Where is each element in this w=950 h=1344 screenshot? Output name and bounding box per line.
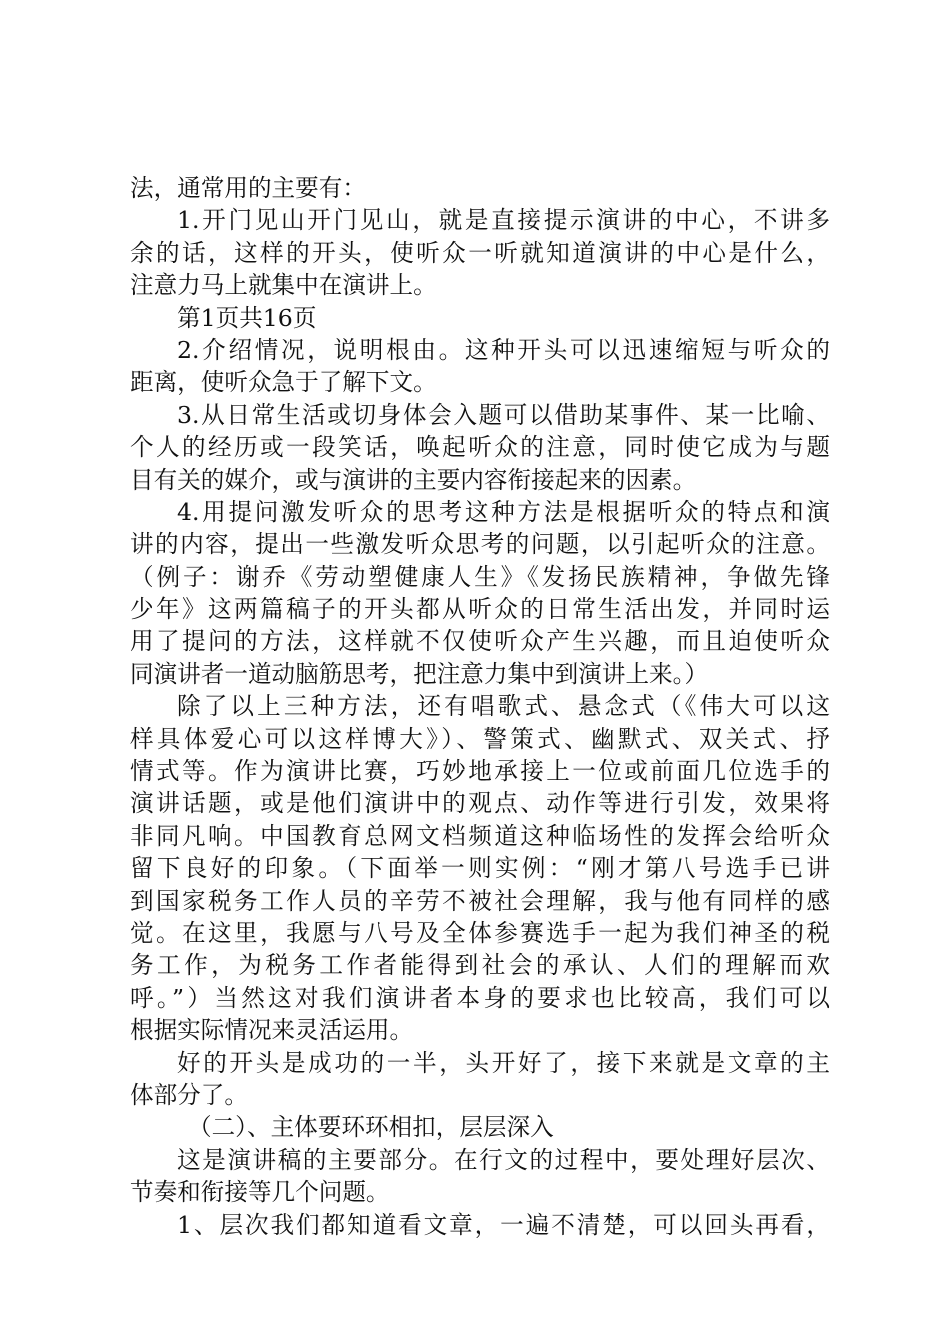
text-line: 讲的内容，提出一些激发听众思考的问题，以引起听众的注意。 (130, 530, 830, 559)
text-line: 体部分了。 (130, 1080, 248, 1109)
text-line: 根据实际情况来灵活运用。 (130, 1016, 414, 1045)
text-line: 务工作，为税务工作者能得到社会的承认、人们的理解而欢 (130, 951, 830, 980)
text-line: 个人的经历或一段笑话，唤起听众的注意，同时使它成为与题 (130, 433, 830, 462)
text-line: 演讲话题，或是他们演讲中的观点、动作等进行引发，效果将 (130, 789, 830, 818)
text-line: 样具体爱心可以这样博大》）、警策式、幽默式、双关式、抒 (130, 724, 830, 753)
text-line: 距离，使听众急于了解下文。 (130, 368, 437, 397)
text-line: 用了提问的方法，这样就不仅使听众产生兴趣，而且迫使听众 (130, 627, 830, 656)
text-line: 3.从日常生活或切身体会入题可以借助某事件、某一比喻、 (177, 400, 830, 429)
text-line: 法，通常用的主要有： (130, 174, 366, 202)
text-line: 2.介绍情况，说明根由。这种开头可以迅速缩短与听众的 (177, 335, 830, 364)
text-line: 非同凡响。中国教育总网文档频道这种临场性的发挥会给听众 (130, 821, 830, 850)
text-line: 目有关的媒介，或与演讲的主要内容衔接起来的因素。 (130, 465, 697, 494)
body-text (130, 172, 830, 1241)
text-line: 留下良好的印象。（下面举一则实例：“刚才第八号选手已讲 (130, 854, 830, 883)
text-line: 节奏和衔接等几个问题。 (130, 1178, 390, 1207)
text-line: 到国家税务工作人员的辛劳不被社会理解，我与他有同样的感 (130, 886, 830, 915)
text-line: 1、层次我们都知道看文章，一遍不清楚，可以回头再看， (177, 1210, 830, 1239)
text-line: 除了以上三种方法，还有唱歌式、悬念式（《伟大可以这 (177, 692, 830, 721)
text-line: 1.开门见山开门见山，就是直接提示演讲的中心，不讲多 (177, 206, 830, 235)
text-line: 同演讲者一道动脑筋思考，把注意力集中到演讲上来。） (130, 659, 709, 688)
text-line: 好的开头是成功的一半，头开好了，接下来就是文章的主 (177, 1048, 830, 1077)
text-line: 4.用提问激发听众的思考这种方法是根据听众的特点和演 (177, 497, 830, 526)
page-number: 第1页共16页 (177, 303, 317, 332)
text-line: 注意力马上就集中在演讲上。 (130, 271, 437, 300)
text-line: 呼。”）当然这对我们演讲者本身的要求也比较高，我们可以 (130, 983, 830, 1012)
text-line: （例子：谢乔《劳动塑健康人生》《发扬民族精神，争做先锋 (130, 562, 830, 591)
text-line: 觉。在这里，我愿与八号及全体参赛选手一起为我们神圣的税 (130, 918, 830, 947)
text-line: 余的话，这样的开头，使听众一听就知道演讲的中心是什么， (130, 238, 830, 267)
section-heading: （二）、主体要环环相扣，层层深入 (188, 1113, 554, 1142)
text-line: 少年》这两篇稿子的开头都从听众的日常生活出发，并同时运 (130, 595, 830, 624)
text-line: 情式等。作为演讲比赛，巧妙地承接上一位或前面几位选手的 (130, 757, 830, 786)
text-line: 这是演讲稿的主要部分。在行文的过程中，要处理好层次、 (177, 1145, 830, 1174)
